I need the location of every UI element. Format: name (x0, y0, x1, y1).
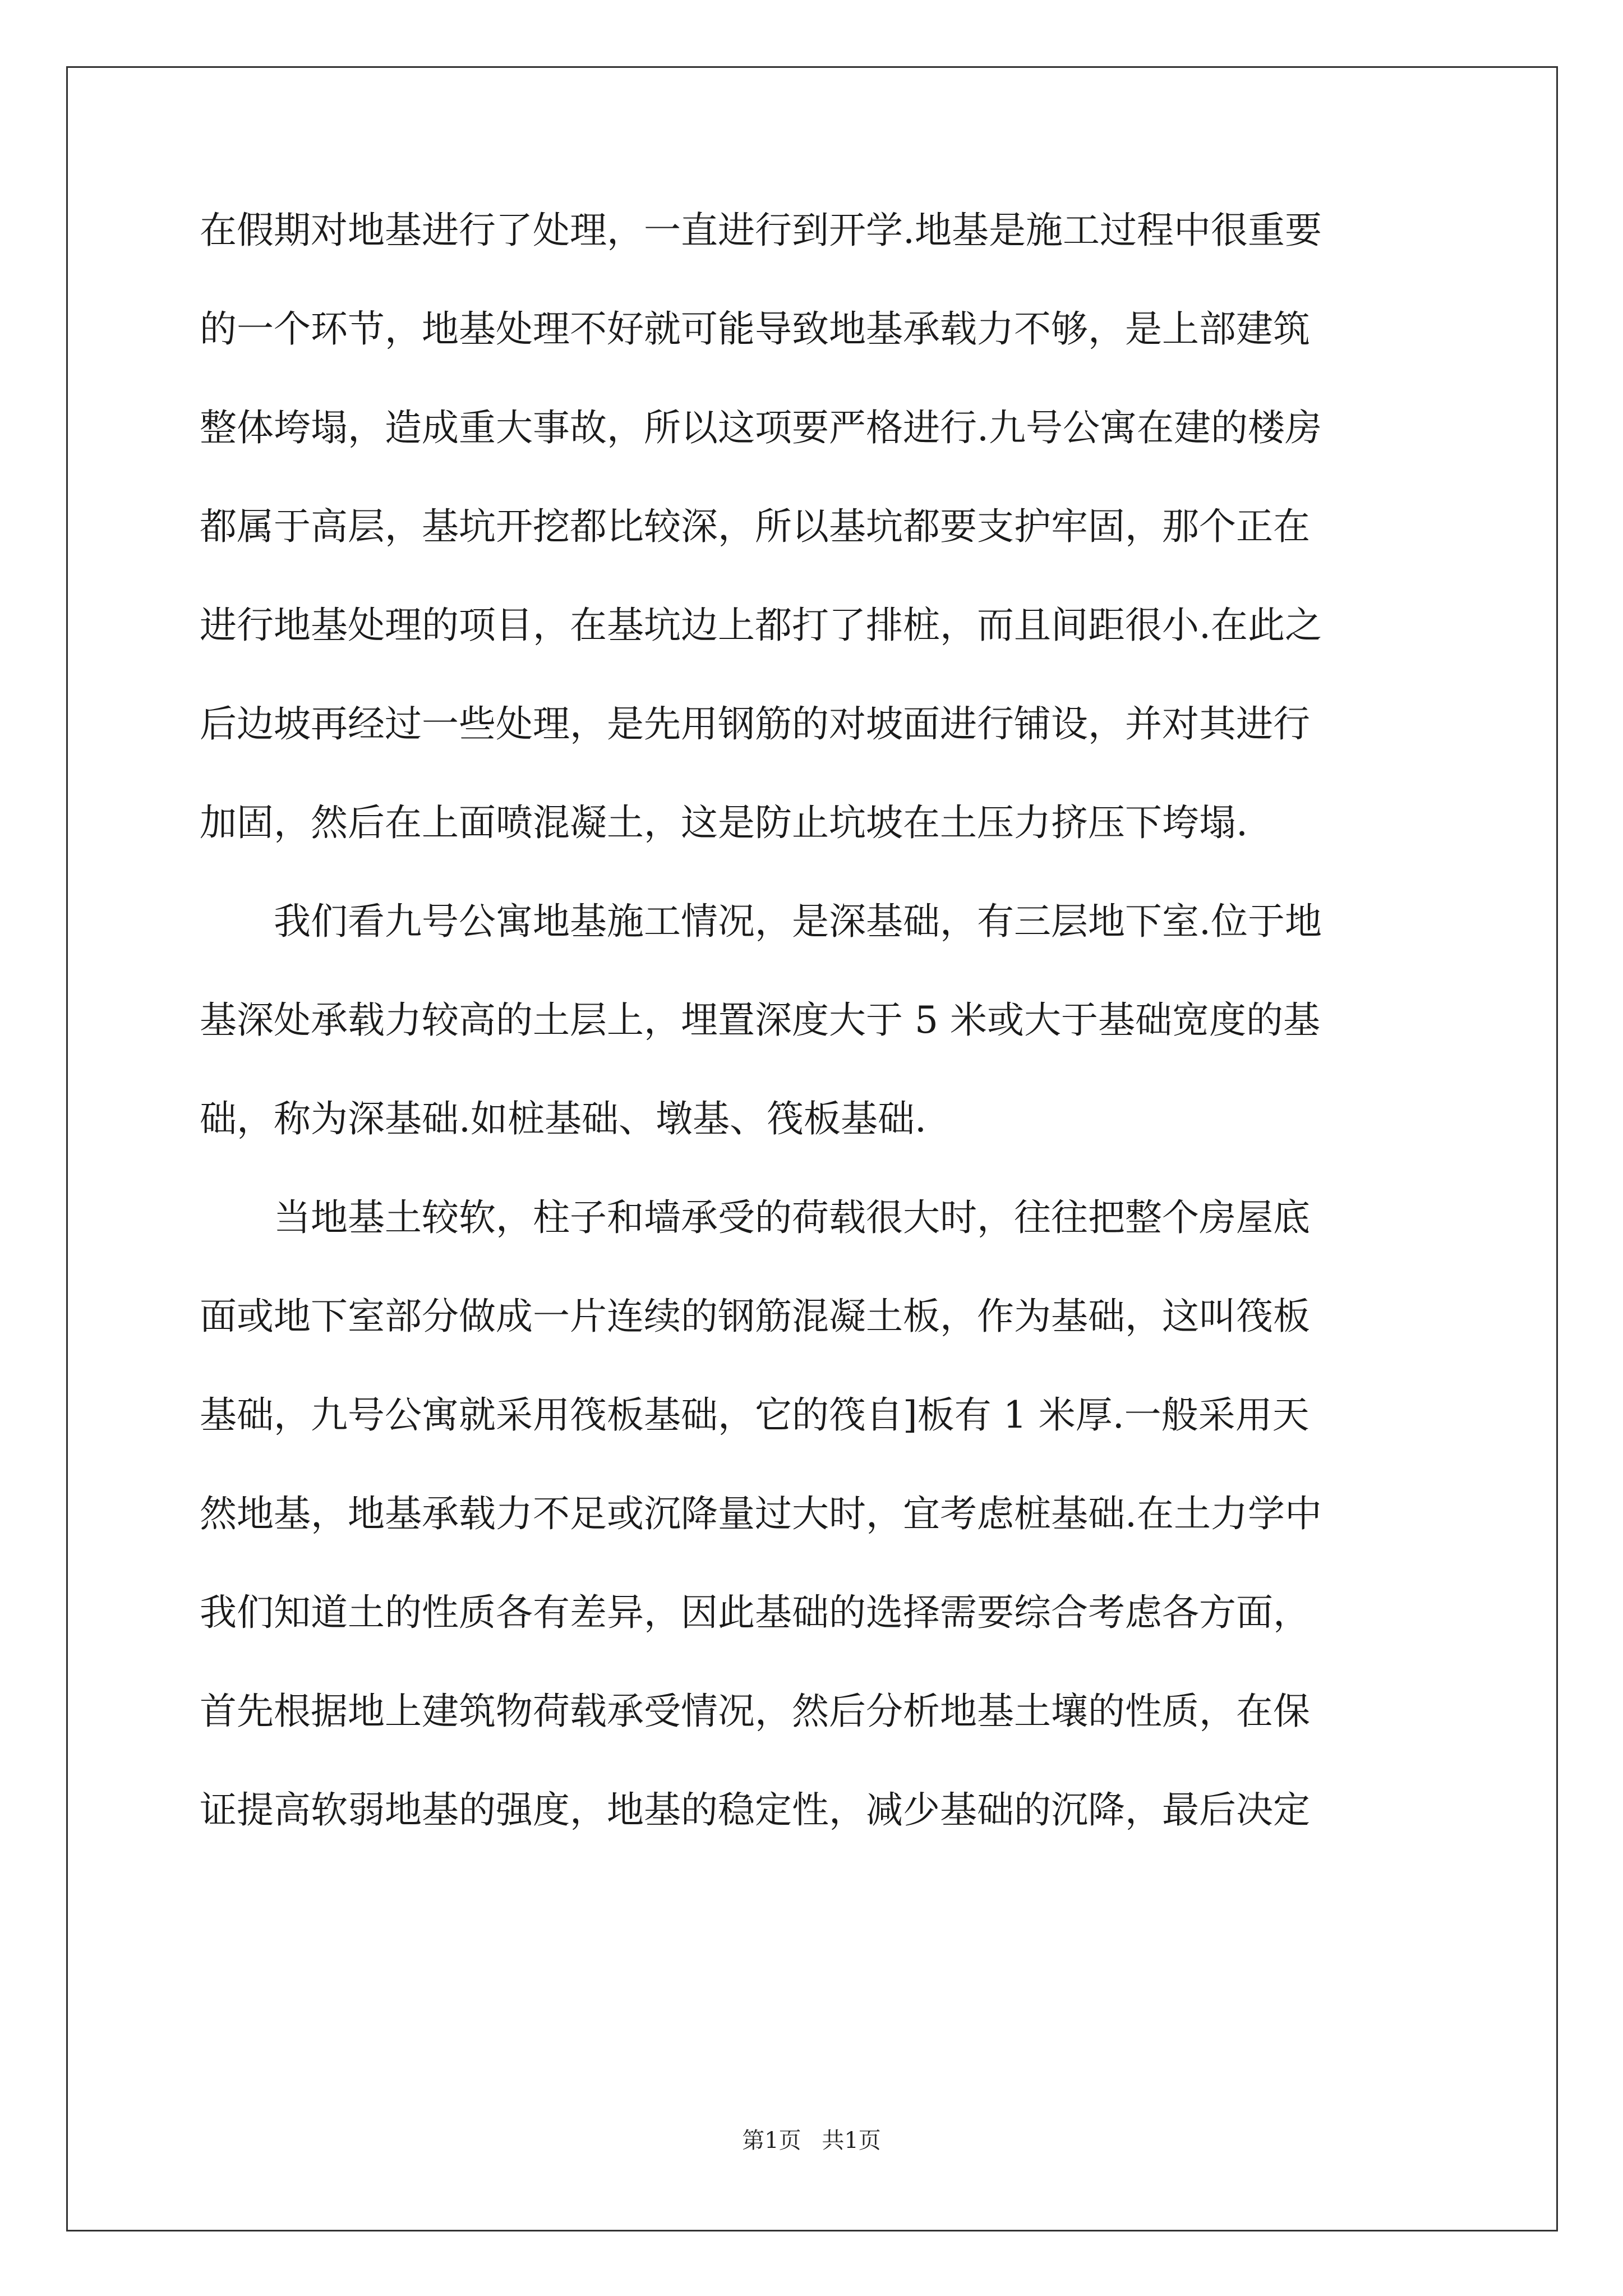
text-line: 进行地基处理的项目，在基坑边上都打了排桩，而且间距很小.在此之 (200, 604, 1322, 647)
document-body (200, 209, 1433, 1890)
text-line: 面或地下室部分做成一片连续的钢筋混凝土板，作为基础，这叫筏板 (200, 1295, 1310, 1338)
text-line: 基深处承载力较高的土层上，埋置深度大于 5 米或大于基础宽度的基 (200, 999, 1320, 1042)
text-line: 加固，然后在上面喷混凝土，这是防止坑坡在土压力挤压下垮塌. (200, 801, 1248, 844)
text-line: 在假期对地基进行了处理，一直进行到开学.地基是施工过程中很重要 (200, 209, 1322, 252)
text-line: 证提高软弱地基的强度，地基的稳定性，减少基础的沉降，最后决定 (200, 1788, 1310, 1832)
text-line: 都属于高层，基坑开挖都比较深，所以基坑都要支护牢固，那个正在 (200, 505, 1310, 548)
paragraph-first-line: 当地基土较软，柱子和墙承受的荷载很大时，往往把整个房屋底 (274, 1196, 1310, 1239)
text-line: 的一个环节，地基处理不好就可能导致地基承载力不够，是上部建筑 (200, 307, 1310, 351)
text-line: 整体垮塌，造成重大事故，所以这项要严格进行.九号公寓在建的楼房 (200, 406, 1322, 449)
text-line: 我们知道土的性质各有差异，因此基础的选择需要综合考虑各方面， (200, 1591, 1310, 1634)
paragraph-first-line: 我们看九号公寓地基施工情况，是深基础，有三层地下室.位于地 (274, 900, 1322, 943)
page-footer (0, 2129, 1623, 2152)
text-line: 然地基，地基承载力不足或沉降量过大时，宜考虑桩基础.在土力学中 (200, 1492, 1322, 1535)
text-line: 基础，九号公寓就采用筏板基础，它的筏自]板有 1 米厚.一般采用天 (200, 1393, 1310, 1437)
page-number: 第1页 (742, 2128, 801, 2154)
text-line: 础，称为深基础.如桩基础、墩基、筏板基础. (200, 1097, 926, 1140)
page-total: 共1页 (822, 2128, 881, 2154)
text-line: 首先根据地上建筑物荷载承受情况，然后分析地基土壤的性质，在保 (200, 1690, 1310, 1733)
text-line: 后边坡再经过一些处理，是先用钢筋的对坡面进行铺设，并对其进行 (200, 702, 1310, 746)
